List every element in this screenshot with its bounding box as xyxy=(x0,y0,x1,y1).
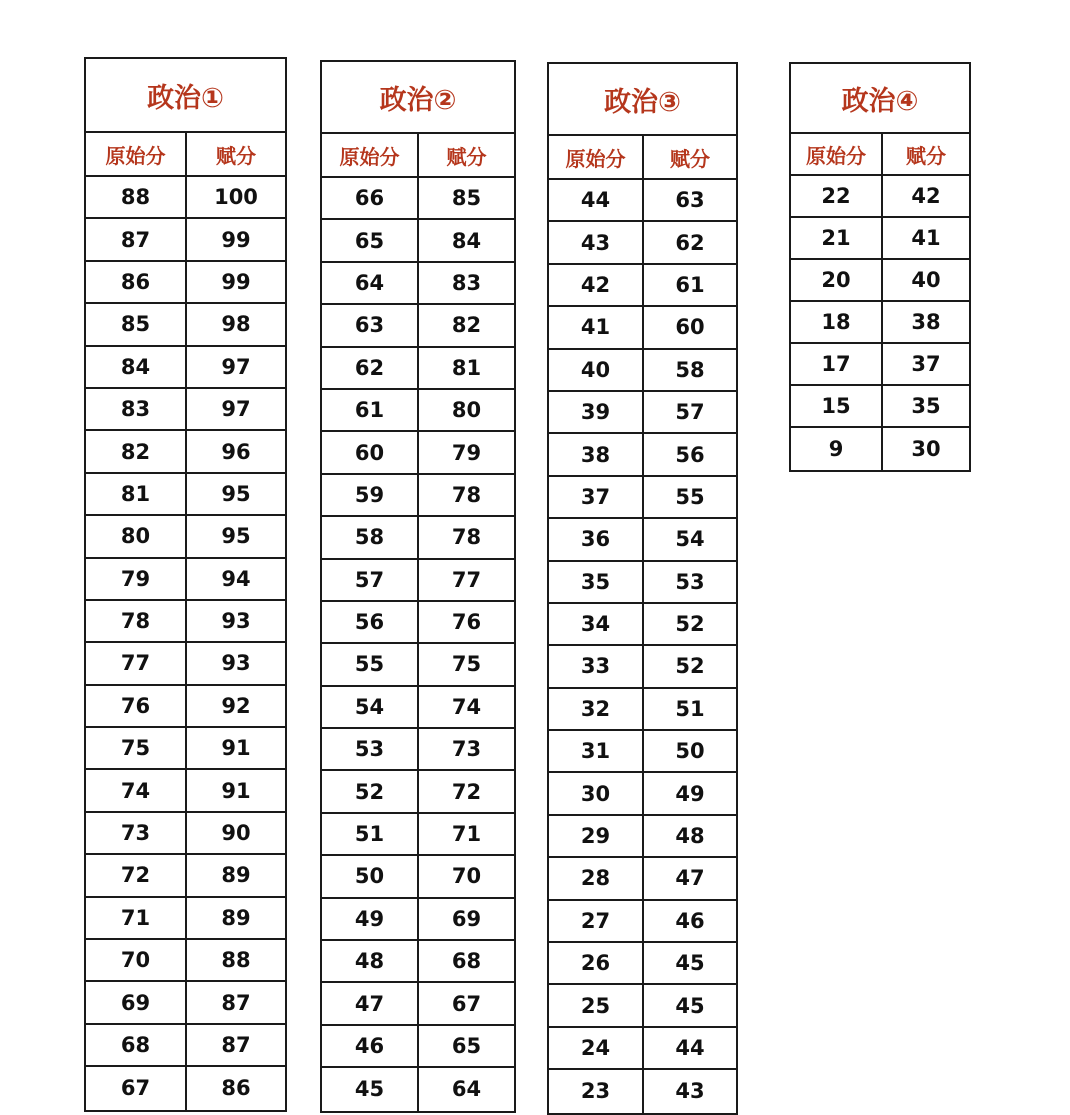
table-row xyxy=(549,519,736,561)
assigned-score-cell: 61 xyxy=(675,272,705,297)
table-title: 政治③ xyxy=(549,64,736,136)
assigned-score-cell: 38 xyxy=(911,310,941,334)
table-row xyxy=(549,604,736,646)
assigned-score-cell: 78 xyxy=(451,482,482,507)
table-row xyxy=(86,347,285,389)
raw-score-cell: 54 xyxy=(322,687,419,727)
table-row xyxy=(322,687,514,729)
table-row xyxy=(322,517,514,559)
raw-score-cell: 76 xyxy=(86,686,187,726)
assigned-score-cell: 100 xyxy=(214,185,258,210)
assigned-score-cell: 43 xyxy=(675,1079,705,1104)
table-row xyxy=(322,432,514,474)
raw-score-cell: 82 xyxy=(86,431,187,471)
header-assigned-score: 赋分 xyxy=(670,146,710,171)
assigned-score-cell: 55 xyxy=(675,484,705,509)
raw-score-cell: 75 xyxy=(86,728,187,768)
raw-score-cell: 24 xyxy=(549,1028,644,1068)
raw-score-cell: 29 xyxy=(549,816,644,856)
assigned-score-cell: 56 xyxy=(675,442,705,467)
table-row xyxy=(322,771,514,813)
assigned-score-cell: 57 xyxy=(675,400,705,425)
table-row xyxy=(322,560,514,602)
table-row xyxy=(86,1067,285,1109)
table-row xyxy=(322,178,514,220)
raw-score-cell: 85 xyxy=(86,304,187,344)
raw-score-cell: 15 xyxy=(791,386,883,426)
raw-score-cell: 38 xyxy=(549,434,644,474)
raw-score-cell: 81 xyxy=(86,474,187,514)
assigned-score-cell: 64 xyxy=(451,1077,482,1102)
raw-score-cell: 80 xyxy=(86,516,187,556)
table-row xyxy=(791,386,969,428)
assigned-score-cell: 98 xyxy=(221,312,251,337)
raw-score-cell: 60 xyxy=(322,432,419,472)
table-row xyxy=(549,1070,736,1112)
assigned-score-cell: 73 xyxy=(451,737,482,762)
raw-score-cell: 61 xyxy=(322,390,419,430)
table-title: 政治④ xyxy=(791,64,969,134)
raw-score-cell: 59 xyxy=(322,475,419,515)
assigned-score-cell: 51 xyxy=(675,696,705,721)
raw-score-cell: 56 xyxy=(322,602,419,642)
raw-score-cell: 34 xyxy=(549,604,644,644)
table-row xyxy=(322,899,514,941)
raw-score-cell: 20 xyxy=(791,260,883,300)
raw-score-cell: 22 xyxy=(791,176,883,216)
table-row xyxy=(86,982,285,1024)
raw-score-cell: 86 xyxy=(86,262,187,302)
raw-score-cell: 43 xyxy=(549,222,644,262)
table-row xyxy=(322,1026,514,1068)
table-row xyxy=(549,689,736,731)
assigned-score-cell: 80 xyxy=(451,398,482,423)
raw-score-cell: 25 xyxy=(549,985,644,1025)
raw-score-cell: 71 xyxy=(86,898,187,938)
header-raw-score: 原始分 xyxy=(86,133,187,175)
raw-score-cell: 30 xyxy=(549,773,644,813)
raw-score-cell: 46 xyxy=(322,1026,419,1066)
raw-score-cell: 66 xyxy=(322,178,419,218)
raw-score-cell: 87 xyxy=(86,219,187,259)
assigned-score-cell: 60 xyxy=(675,315,705,340)
table-body xyxy=(549,180,736,1113)
assigned-score-cell: 52 xyxy=(675,612,705,637)
table-row xyxy=(549,731,736,773)
table-row xyxy=(549,646,736,688)
table-row xyxy=(322,814,514,856)
raw-score-cell: 83 xyxy=(86,389,187,429)
raw-score-cell: 73 xyxy=(86,813,187,853)
table-row xyxy=(86,601,285,643)
raw-score-cell: 49 xyxy=(322,899,419,939)
assigned-score-cell: 82 xyxy=(451,313,482,338)
assigned-score-cell: 69 xyxy=(451,906,482,931)
raw-score-cell: 28 xyxy=(549,858,644,898)
raw-score-cell: 42 xyxy=(549,265,644,305)
raw-score-cell: 18 xyxy=(791,302,883,342)
raw-score-cell: 26 xyxy=(549,943,644,983)
table-row xyxy=(322,856,514,898)
table-row xyxy=(86,262,285,304)
table-header-row xyxy=(549,136,736,180)
table-row xyxy=(86,304,285,346)
assigned-score-cell: 41 xyxy=(911,226,941,250)
table-row xyxy=(86,940,285,982)
assigned-score-cell: 48 xyxy=(675,824,705,849)
table-row xyxy=(549,816,736,858)
table-row xyxy=(322,1068,514,1110)
table-row xyxy=(549,901,736,943)
raw-score-cell: 79 xyxy=(86,559,187,599)
assigned-score-cell: 37 xyxy=(911,352,941,376)
raw-score-cell: 45 xyxy=(322,1068,419,1110)
table-row xyxy=(86,474,285,516)
assigned-score-cell: 58 xyxy=(675,357,705,382)
assigned-score-cell: 40 xyxy=(911,268,941,292)
raw-score-cell: 21 xyxy=(791,218,883,258)
assigned-score-cell: 83 xyxy=(451,270,482,295)
raw-score-cell: 41 xyxy=(549,307,644,347)
table-row xyxy=(549,392,736,434)
score-table-4 xyxy=(789,62,971,472)
assigned-score-cell: 93 xyxy=(221,609,251,634)
assigned-score-cell: 52 xyxy=(675,654,705,679)
assigned-score-cell: 42 xyxy=(911,184,941,208)
table-row xyxy=(322,220,514,262)
raw-score-cell: 67 xyxy=(86,1067,187,1109)
header-raw-score: 原始分 xyxy=(322,134,419,176)
assigned-score-cell: 96 xyxy=(221,439,251,464)
assigned-score-cell: 78 xyxy=(451,525,482,550)
raw-score-cell: 52 xyxy=(322,771,419,811)
table-row xyxy=(791,302,969,344)
header-assigned-score: 赋分 xyxy=(446,144,487,169)
raw-score-cell: 50 xyxy=(322,856,419,896)
table-row xyxy=(322,305,514,347)
table-row xyxy=(86,813,285,855)
table-row xyxy=(86,686,285,728)
assigned-score-cell: 65 xyxy=(451,1034,482,1058)
raw-score-cell: 72 xyxy=(86,855,187,895)
assigned-score-cell: 62 xyxy=(675,230,705,255)
raw-score-cell: 51 xyxy=(322,814,419,854)
raw-score-cell: 64 xyxy=(322,263,419,303)
raw-score-cell: 62 xyxy=(322,348,419,388)
assigned-score-cell: 67 xyxy=(451,991,482,1016)
assigned-score-cell: 88 xyxy=(221,948,251,973)
table-row xyxy=(322,983,514,1025)
table-row xyxy=(86,728,285,770)
table-row xyxy=(791,218,969,260)
assigned-score-cell: 72 xyxy=(451,779,482,804)
table-body xyxy=(86,177,285,1110)
assigned-score-cell: 85 xyxy=(451,186,482,211)
raw-score-cell: 40 xyxy=(549,350,644,390)
table-header-row xyxy=(322,134,514,178)
table-row xyxy=(322,602,514,644)
table-row xyxy=(549,943,736,985)
header-raw-score: 原始分 xyxy=(549,136,644,178)
table-row xyxy=(549,180,736,222)
table-title: 政治② xyxy=(322,62,514,134)
assigned-score-cell: 97 xyxy=(221,397,251,422)
assigned-score-cell: 50 xyxy=(675,739,705,764)
raw-score-cell: 53 xyxy=(322,729,419,769)
table-row xyxy=(549,1028,736,1070)
table-row xyxy=(322,390,514,432)
table-row xyxy=(549,477,736,519)
header-raw-score: 原始分 xyxy=(791,134,883,174)
table-row xyxy=(86,770,285,812)
assigned-score-cell: 97 xyxy=(221,354,251,379)
table-row xyxy=(322,263,514,305)
table-row xyxy=(86,559,285,601)
assigned-score-cell: 45 xyxy=(675,993,705,1018)
table-title: 政治① xyxy=(86,59,285,133)
assigned-score-cell: 89 xyxy=(221,863,251,888)
assigned-score-cell: 53 xyxy=(675,569,705,594)
raw-score-cell: 69 xyxy=(86,982,187,1022)
score-table-1 xyxy=(84,57,287,1112)
assigned-score-cell: 44 xyxy=(675,1036,705,1060)
raw-score-cell: 70 xyxy=(86,940,187,980)
assigned-score-cell: 91 xyxy=(221,736,251,761)
raw-score-cell: 36 xyxy=(549,519,644,559)
raw-score-cell: 77 xyxy=(86,643,187,683)
table-row xyxy=(322,475,514,517)
raw-score-cell: 68 xyxy=(86,1025,187,1065)
assigned-score-cell: 99 xyxy=(221,269,251,294)
table-row xyxy=(86,643,285,685)
assigned-score-cell: 47 xyxy=(675,866,705,891)
assigned-score-cell: 45 xyxy=(675,951,705,976)
table-row xyxy=(549,222,736,264)
assigned-score-cell: 92 xyxy=(221,693,251,718)
assigned-score-cell: 87 xyxy=(221,1033,251,1057)
raw-score-cell: 44 xyxy=(549,180,644,220)
table-row xyxy=(86,898,285,940)
table-header-row xyxy=(86,133,285,177)
table-row xyxy=(549,307,736,349)
table-row xyxy=(549,265,736,307)
table-row xyxy=(549,434,736,476)
assigned-score-cell: 70 xyxy=(451,864,482,889)
raw-score-cell: 48 xyxy=(322,941,419,981)
table-row xyxy=(791,260,969,302)
assigned-score-cell: 89 xyxy=(221,905,251,930)
table-row xyxy=(86,389,285,431)
header-assigned-score: 赋分 xyxy=(906,143,946,168)
score-table-2 xyxy=(320,60,516,1113)
assigned-score-cell: 30 xyxy=(911,437,941,461)
assigned-score-cell: 79 xyxy=(451,440,482,465)
raw-score-cell: 57 xyxy=(322,560,419,600)
header-assigned-score: 赋分 xyxy=(216,143,256,168)
assigned-score-cell: 86 xyxy=(221,1076,251,1101)
table-row xyxy=(549,773,736,815)
assigned-score-cell: 71 xyxy=(451,822,482,847)
table-row xyxy=(322,729,514,771)
assigned-score-cell: 94 xyxy=(221,566,251,591)
table-row xyxy=(549,350,736,392)
table-row xyxy=(549,562,736,604)
raw-score-cell: 84 xyxy=(86,347,187,387)
assigned-score-cell: 54 xyxy=(675,527,705,552)
raw-score-cell: 33 xyxy=(549,646,644,686)
raw-score-cell: 35 xyxy=(549,562,644,602)
raw-score-cell: 9 xyxy=(791,428,883,470)
table-row xyxy=(549,858,736,900)
assigned-score-cell: 68 xyxy=(451,949,482,974)
table-body xyxy=(322,178,514,1111)
table-row xyxy=(86,431,285,473)
assigned-score-cell: 87 xyxy=(221,990,251,1015)
raw-score-cell: 65 xyxy=(322,220,419,260)
assigned-score-cell: 46 xyxy=(675,908,705,933)
raw-score-cell: 78 xyxy=(86,601,187,641)
assigned-score-cell: 95 xyxy=(221,524,251,549)
raw-score-cell: 31 xyxy=(549,731,644,771)
raw-score-cell: 32 xyxy=(549,689,644,729)
table-row xyxy=(791,176,969,218)
assigned-score-cell: 91 xyxy=(221,778,251,803)
table-row xyxy=(791,428,969,470)
assigned-score-cell: 63 xyxy=(675,188,705,213)
raw-score-cell: 23 xyxy=(549,1070,644,1112)
assigned-score-cell: 81 xyxy=(451,355,482,380)
assigned-score-cell: 95 xyxy=(221,481,251,506)
score-table-3 xyxy=(547,62,738,1115)
assigned-score-cell: 74 xyxy=(451,694,482,719)
assigned-score-cell: 76 xyxy=(451,610,482,635)
table-body xyxy=(791,176,969,470)
raw-score-cell: 74 xyxy=(86,770,187,810)
assigned-score-cell: 84 xyxy=(451,228,482,253)
table-row xyxy=(322,644,514,686)
table-row xyxy=(86,177,285,219)
raw-score-cell: 37 xyxy=(549,477,644,517)
raw-score-cell: 63 xyxy=(322,305,419,345)
raw-score-cell: 88 xyxy=(86,177,187,217)
raw-score-cell: 58 xyxy=(322,517,419,557)
table-row xyxy=(86,1025,285,1067)
raw-score-cell: 55 xyxy=(322,644,419,684)
table-row xyxy=(86,516,285,558)
raw-score-cell: 17 xyxy=(791,344,883,384)
table-row xyxy=(322,941,514,983)
assigned-score-cell: 90 xyxy=(221,821,251,846)
table-row xyxy=(322,348,514,390)
assigned-score-cell: 77 xyxy=(451,567,482,592)
raw-score-cell: 47 xyxy=(322,983,419,1023)
raw-score-cell: 39 xyxy=(549,392,644,432)
table-row xyxy=(549,985,736,1027)
assigned-score-cell: 99 xyxy=(221,227,251,252)
assigned-score-cell: 75 xyxy=(451,652,482,677)
assigned-score-cell: 35 xyxy=(911,394,941,418)
assigned-score-cell: 93 xyxy=(221,651,251,676)
assigned-score-cell: 49 xyxy=(675,781,705,806)
table-row xyxy=(86,855,285,897)
table-header-row xyxy=(791,134,969,176)
raw-score-cell: 27 xyxy=(549,901,644,941)
table-row xyxy=(791,344,969,386)
table-row xyxy=(86,219,285,261)
